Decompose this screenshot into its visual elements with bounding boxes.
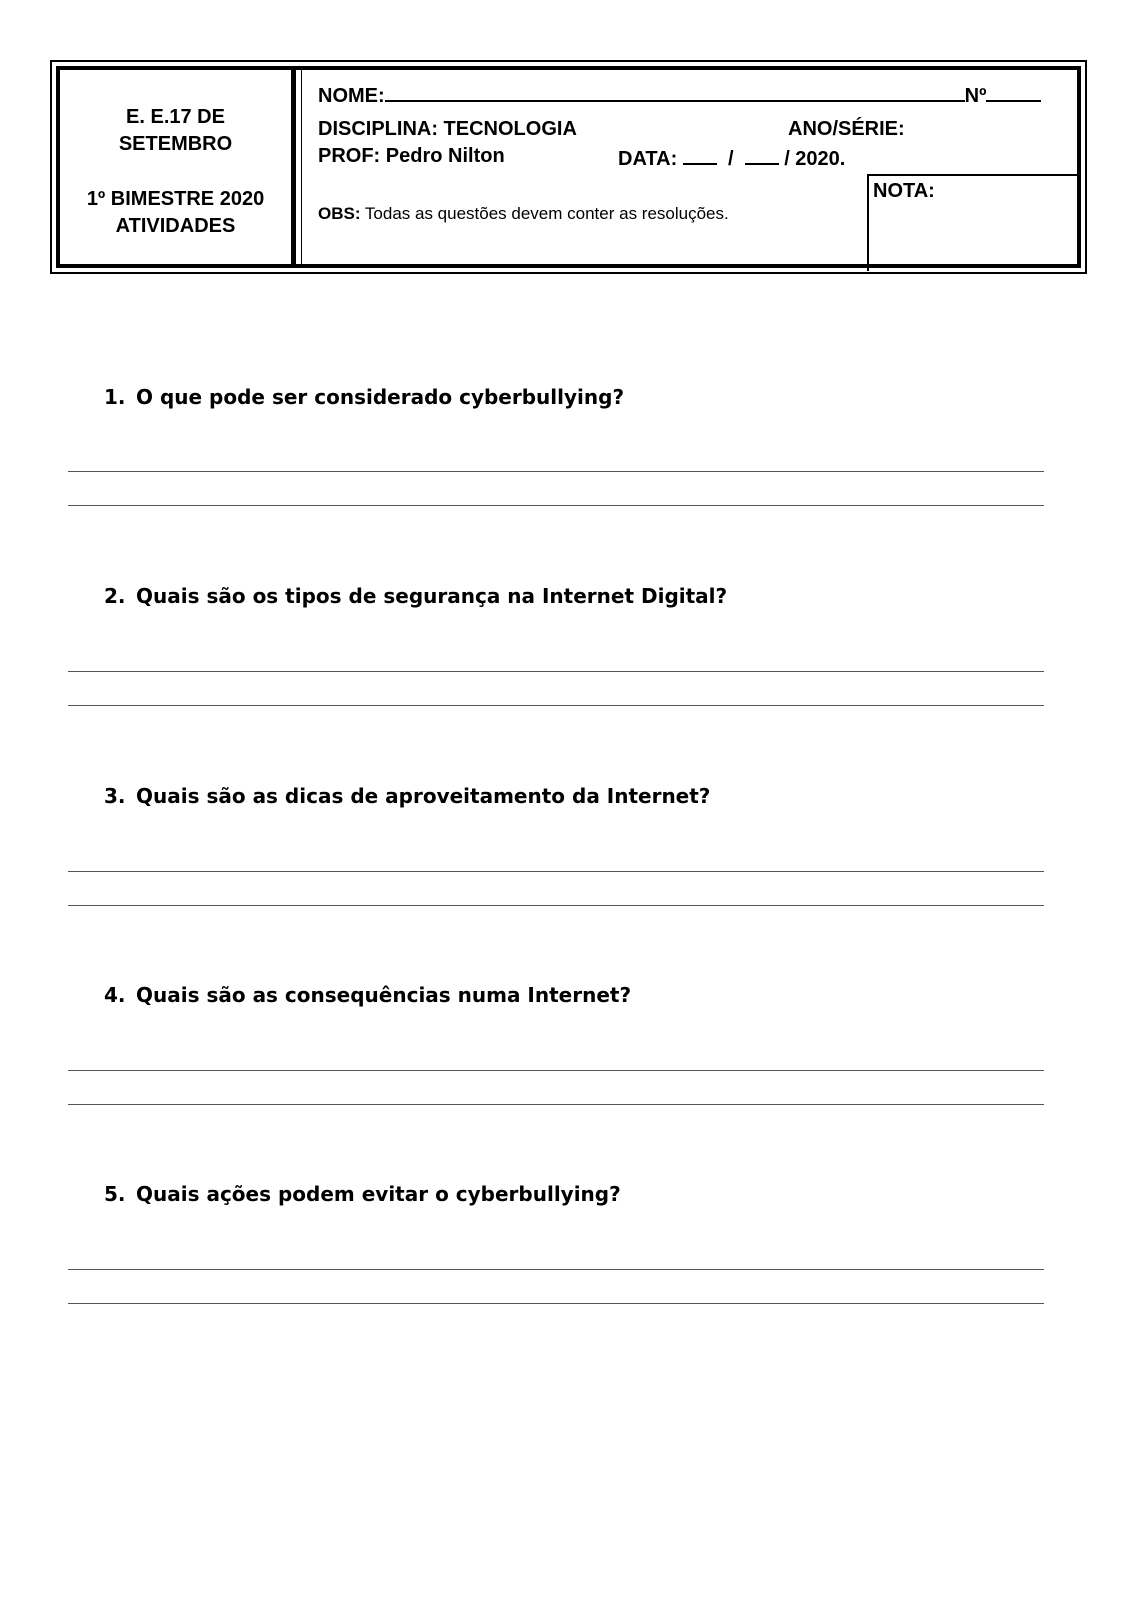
- question-2: [104, 584, 727, 608]
- answer-line[interactable]: [68, 471, 1044, 472]
- question-number: 2.: [104, 584, 126, 608]
- answer-line[interactable]: [68, 1269, 1044, 1270]
- obs-label: OBS:: [318, 204, 361, 223]
- grade-label: ANO/SÉRIE:: [788, 118, 905, 140]
- school-info-cell: [60, 70, 296, 264]
- question-text: Quais são as consequências numa Internet?: [136, 983, 632, 1007]
- question-5: [104, 1182, 621, 1206]
- date-day-field[interactable]: [683, 145, 717, 165]
- date-month-field[interactable]: [745, 145, 779, 165]
- header-inner-frame: [56, 66, 1081, 268]
- question-4: [104, 983, 631, 1007]
- answer-line[interactable]: [68, 505, 1044, 506]
- period-line2: ATIVIDADES: [115, 215, 236, 237]
- professor-label: PROF: Pedro Nilton: [318, 145, 505, 167]
- number-field[interactable]: [986, 82, 1041, 102]
- question-number: 1.: [104, 385, 126, 409]
- question-text: O que pode ser considerado cyberbullying?: [136, 385, 625, 409]
- name-row: [318, 82, 1041, 108]
- header-divider: [301, 70, 302, 264]
- question-number: 3.: [104, 784, 126, 808]
- name-field[interactable]: [385, 82, 965, 102]
- school-name-line1: E. E.17 DE: [126, 106, 225, 128]
- period-line1: 1º BIMESTRE 2020: [86, 188, 265, 210]
- date-label: DATA:: [618, 148, 678, 170]
- answer-line[interactable]: [68, 1303, 1044, 1304]
- question-text: Quais são os tipos de segurança na Internet Digital?: [136, 584, 728, 608]
- question-3: [104, 784, 710, 808]
- answer-line[interactable]: [68, 905, 1044, 906]
- obs-note: [318, 204, 729, 224]
- date-year: / 2020.: [784, 148, 846, 170]
- student-info-cell: [310, 70, 1077, 264]
- answer-line[interactable]: [68, 1104, 1044, 1105]
- question-1: [104, 385, 624, 409]
- obs-text: Todas as questões devem conter as resoluções.: [360, 204, 729, 223]
- answer-line[interactable]: [68, 1070, 1044, 1071]
- answer-line[interactable]: [68, 871, 1044, 872]
- answer-line[interactable]: [68, 705, 1044, 706]
- discipline-label: DISCIPLINA: TECNOLOGIA: [318, 118, 577, 140]
- number-label: Nº: [964, 85, 987, 107]
- grade-box: [867, 174, 1077, 271]
- question-number: 4.: [104, 983, 126, 1007]
- grade-box-label: NOTA:: [873, 180, 935, 202]
- question-number: 5.: [104, 1182, 126, 1206]
- answer-line[interactable]: [68, 671, 1044, 672]
- date-separator: /: [727, 148, 734, 170]
- question-text: Quais são as dicas de aproveitamento da Internet?: [136, 784, 711, 808]
- date-row: [618, 145, 845, 171]
- question-text: Quais ações podem evitar o cyberbullying?: [136, 1182, 621, 1206]
- header-box: [50, 60, 1087, 274]
- name-label: NOME:: [318, 85, 385, 107]
- school-name-line2: SETEMBRO: [118, 133, 233, 155]
